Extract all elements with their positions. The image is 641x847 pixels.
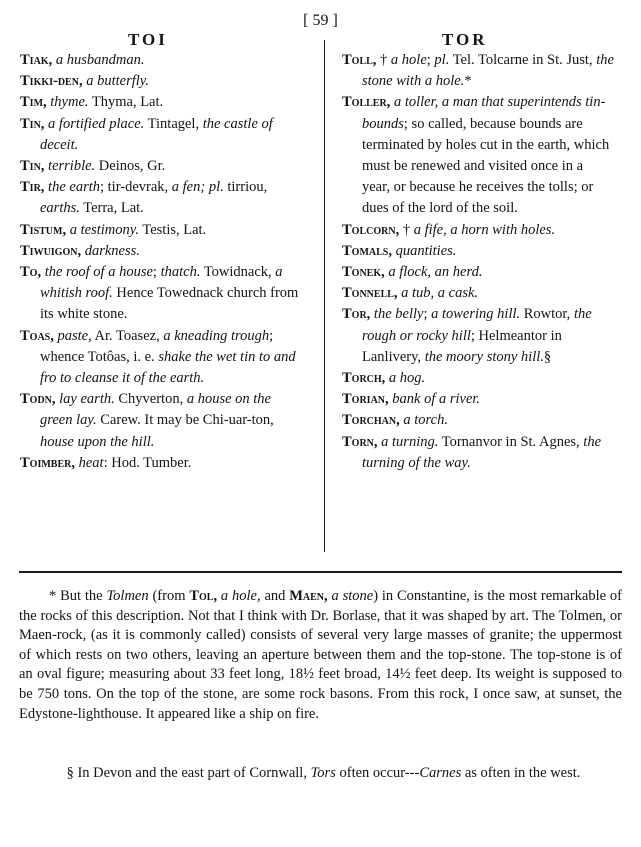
entry-definition: the castle of deceit. <box>40 115 273 153</box>
footnote-headword: Maen, <box>289 588 328 604</box>
dictionary-entry <box>20 177 304 219</box>
entry-headword: Tor, <box>342 306 374 323</box>
entry-text: Chyverton, <box>114 391 184 408</box>
dictionary-entry <box>342 304 614 368</box>
footnote-text: Carnes <box>419 765 462 781</box>
footnote-headword: Tol, <box>189 588 218 604</box>
entry-text: ; Helmeantor in Lanlivery, <box>362 327 562 365</box>
entry-text: Rowtor, <box>520 306 571 323</box>
entry-headword: Toller, <box>342 94 394 111</box>
dictionary-entry <box>20 156 304 177</box>
entry-definition: paste, <box>57 327 92 344</box>
entry-headword: Tim, <box>20 94 51 111</box>
entry-text: ; <box>426 52 431 68</box>
entry-text: Carew. It may be Chi-uar-ton, <box>96 412 274 429</box>
entry-definition: a fen; <box>168 179 206 196</box>
entry-definition: thatch. <box>160 264 201 281</box>
footnote-text: and <box>260 588 290 604</box>
entry-headword: Tiak, <box>20 52 56 68</box>
right-column-header: TOR <box>442 30 488 49</box>
dictionary-entry <box>342 262 614 283</box>
entry-definition: darkness. <box>84 242 140 259</box>
entry-definition: house upon the hill. <box>40 433 155 450</box>
entry-text: Testis, Lat. <box>139 221 207 238</box>
dictionary-entry <box>342 410 614 431</box>
entry-headword: To, <box>20 264 45 281</box>
dictionary-entry <box>342 92 614 219</box>
entry-definition: a fortified place. <box>48 115 145 132</box>
footnote-text: (from <box>148 588 190 604</box>
entry-definition: the earth <box>48 179 100 196</box>
entry-definition: pl. <box>430 52 450 68</box>
entry-definition: a turning. <box>381 433 439 450</box>
entry-text: ; so called, because bounds are terminated by holes cut in the earth, which must be renewed and visited once in a year, or because he receives the tolls; or dues of the lord of the soil. <box>362 115 610 217</box>
dictionary-entry <box>20 220 304 241</box>
entry-definition: the belly <box>373 306 424 323</box>
entry-text: † <box>380 52 391 68</box>
entry-text: Thyma, Lat. <box>88 94 164 111</box>
dictionary-entry <box>342 241 614 262</box>
entry-definition: the moory stony hill. <box>421 348 544 365</box>
entry-definition: bank of a river. <box>392 391 481 408</box>
entry-definition: a towering hill. <box>431 306 521 323</box>
footnote-text: § In Devon and the east part of Cornwall, <box>66 765 311 781</box>
entry-definition: terrible. <box>48 158 96 175</box>
entry-definition: a tub, a cask. <box>401 285 479 302</box>
dictionary-entry <box>342 50 614 92</box>
footnote-text: Tolmen <box>106 588 149 604</box>
entry-definition: a house on the green lay. <box>40 391 271 429</box>
entry-definition: lay earth. <box>59 391 115 408</box>
entry-definition: heat <box>78 454 104 471</box>
page-number: [ 59 ] <box>303 12 338 29</box>
entry-text: Terra, Lat. <box>79 200 144 217</box>
footnote-text: often occur--- <box>335 765 420 781</box>
footnote-text: ) in Constantine, is the most remarkable of the rocks of this description. Not that I think with Dr. Borlase, that it was shaped by art. The Tolmen, or Maen-rock, (as it is commonly called) consists of several very large masses of granite; the uppermost of which rests on two others, leaving an aperture between them and the top-stone. The top-stone is of an oval figure; measuring about 33 feet long, 18½ feet broad, 14½ feet deep. Its weight is supposed to be 750 tons. On the top of the stone, are some rock basons. From this rock, I once saw, at sunset, the Edystone-lighthouse. It appeared like a ship on fire. <box>19 588 622 722</box>
entry-definition: the turning of the way. <box>362 433 602 471</box>
entry-definition: earths. <box>40 200 80 217</box>
footnote-text: Tors <box>310 765 336 781</box>
entry-headword: Tir, <box>20 179 49 196</box>
entry-definition: a husbandman. <box>55 52 145 68</box>
entry-text: tirriou, <box>223 179 268 196</box>
entry-definition: thyme. <box>50 94 89 111</box>
entry-headword: Toll, <box>342 52 381 68</box>
entry-headword: Toas, <box>20 327 58 344</box>
entry-headword: Torch, <box>342 370 389 387</box>
entry-text: Tintagel, <box>144 115 200 132</box>
column-divider <box>324 40 325 552</box>
entry-definition: a toller, a man that superintends tin-bounds <box>362 94 606 132</box>
entry-headword: Torian, <box>342 391 393 408</box>
dictionary-entry <box>20 241 304 262</box>
entry-text: : Hod. Tumber. <box>103 454 192 471</box>
footnote-tolmen <box>19 587 622 724</box>
entry-headword: Toimber, <box>20 454 79 471</box>
entry-definition: a flock, an herd. <box>388 264 483 281</box>
entry-headword: Todn, <box>20 391 60 408</box>
footnote-tors <box>19 764 622 784</box>
entry-text: Hence Towednack church from its white stone. <box>40 285 299 323</box>
entry-headword: Tin, <box>20 115 49 132</box>
dictionary-entry <box>20 262 304 326</box>
entry-text: ; <box>152 264 161 281</box>
dictionary-entry <box>342 389 614 410</box>
entry-text: ; <box>423 306 432 323</box>
entry-text: Towidnack, <box>200 264 272 281</box>
entry-text: Tel. Tolcarne in St. Just, <box>449 52 593 68</box>
entry-headword: Tistum, <box>20 221 70 238</box>
entry-text: † <box>402 221 414 238</box>
dictionary-entry <box>20 92 304 113</box>
footnote-text: a hole, <box>220 588 261 604</box>
entry-definition: a torch. <box>403 412 448 429</box>
entry-headword: Tolcorn, <box>342 221 403 238</box>
entry-headword: Torn, <box>342 433 382 450</box>
dictionary-entry <box>342 220 614 241</box>
entry-text: ; tir-devrak, <box>100 179 169 196</box>
footnote-rule <box>19 571 622 573</box>
footnote-text: a stone <box>331 588 374 604</box>
entry-definition: a fife, a horn with holes. <box>413 221 556 238</box>
entry-headword: Tiwuigon, <box>20 242 85 259</box>
entry-text: Tornanvor in St. Agnes, <box>438 433 580 450</box>
dictionary-entry <box>20 389 304 453</box>
entry-text: § <box>543 348 552 365</box>
entry-definition: a testimony. <box>69 221 139 238</box>
entry-text: Ar. Toasez, <box>91 327 160 344</box>
dictionary-entry <box>20 71 304 92</box>
entry-definition: a butterfly. <box>86 73 150 90</box>
entry-headword: Torchan, <box>342 412 404 429</box>
footnote-text: as often in the west. <box>461 765 581 781</box>
dictionary-entry <box>20 326 304 390</box>
entry-headword: Tonek, <box>342 264 389 281</box>
entry-definition: the roof of a house <box>44 264 153 281</box>
entry-definition: the stone with a hole. <box>362 52 614 90</box>
left-column <box>20 50 304 474</box>
entry-headword: Tin, <box>20 158 49 175</box>
entry-text: Deinos, Gr. <box>95 158 166 175</box>
entry-definition: pl. <box>205 179 224 196</box>
entry-definition: a hole <box>390 52 427 68</box>
footnote-text: * But the <box>49 588 107 604</box>
entry-definition: quantities. <box>395 242 457 259</box>
entry-headword: Tonnell, <box>342 285 402 302</box>
dictionary-entry <box>342 283 614 304</box>
dictionary-entry <box>20 453 304 474</box>
dictionary-entry <box>342 368 614 389</box>
entry-headword: Tikki-den, <box>20 73 87 90</box>
left-column-header: TOI <box>128 30 168 49</box>
entry-definition: a kneading trough <box>159 327 270 344</box>
entry-definition: a whitish roof. <box>40 264 283 302</box>
entry-definition: the rough or rocky hill <box>362 306 592 344</box>
entry-definition: shake the wet tin to and fro to cleanse it of the earth. <box>40 348 296 387</box>
entry-definition: a hog. <box>388 370 426 387</box>
dictionary-entry <box>342 432 614 474</box>
dictionary-entry <box>20 114 304 156</box>
entry-text: ; whence Totôas, i. e. <box>40 327 274 365</box>
dictionary-entry <box>20 50 304 71</box>
right-column <box>342 50 614 474</box>
entry-headword: Tomals, <box>342 242 396 259</box>
entry-text: * <box>464 73 472 90</box>
